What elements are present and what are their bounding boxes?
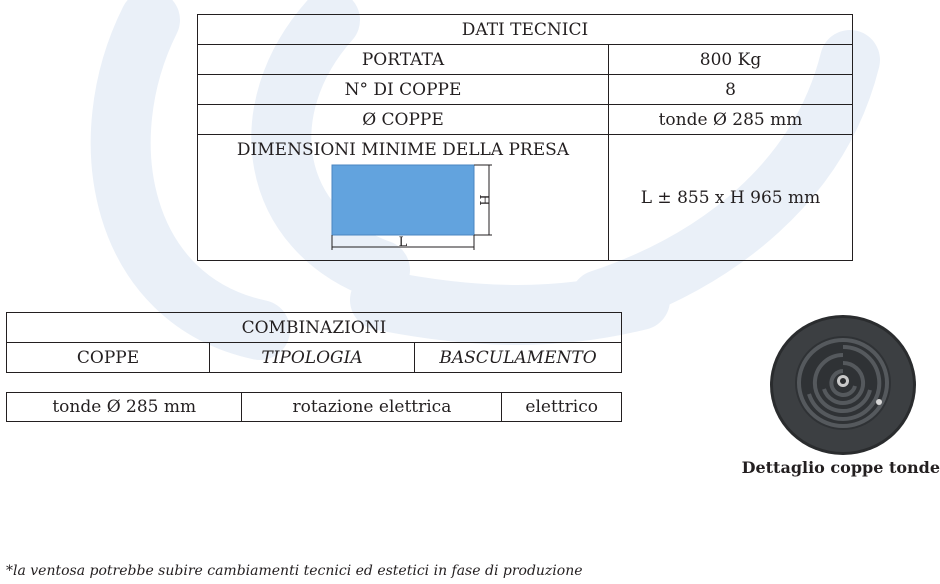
dimensions-diagram [328,163,498,253]
spec-label: N° DI COPPE [198,75,609,105]
technical-data-table [197,14,853,261]
combinations-table [6,312,622,373]
table-row [198,105,853,135]
spec-value: 8 [609,75,853,105]
column-header-tipologia: TIPOLOGIA [210,343,415,373]
table-row [198,135,853,261]
combination-type: rotazione elettrica [242,393,502,422]
width-label: L [398,235,408,250]
spec-label: Ø COPPE [198,105,609,135]
height-label: H [476,194,491,206]
combination-cups: tonde Ø 285 mm [7,393,242,422]
cup-detail-caption: Dettaglio coppe tonde [741,458,940,477]
suction-cup-image [769,314,919,456]
technical-data-title: DATI TECNICI [198,15,853,45]
dimensions-cell [198,135,609,261]
column-header-coppe: COPPE [7,343,210,373]
spec-value: tonde Ø 285 mm [609,105,853,135]
spec-label: PORTATA [198,45,609,75]
footnote: *la ventosa potrebbe subire cambiamenti tecnici ed estetici in fase di produzione [6,563,583,579]
table-row [198,75,853,105]
table-header-row [7,343,622,373]
table-row [7,393,622,422]
combinations-title: COMBINAZIONI [7,313,622,343]
combinations-values-table [6,392,622,422]
column-header-basculamento: BASCULAMENTO [415,343,622,373]
dimensions-value: L ± 855 x H 965 mm [609,135,853,261]
combination-tilt: elettrico [502,393,622,422]
dimensions-label: DIMENSIONI MINIME DELLA PRESA [236,140,570,160]
table-row [198,45,853,75]
grip-area-rectangle [332,165,474,235]
spec-value: 800 Kg [609,45,853,75]
